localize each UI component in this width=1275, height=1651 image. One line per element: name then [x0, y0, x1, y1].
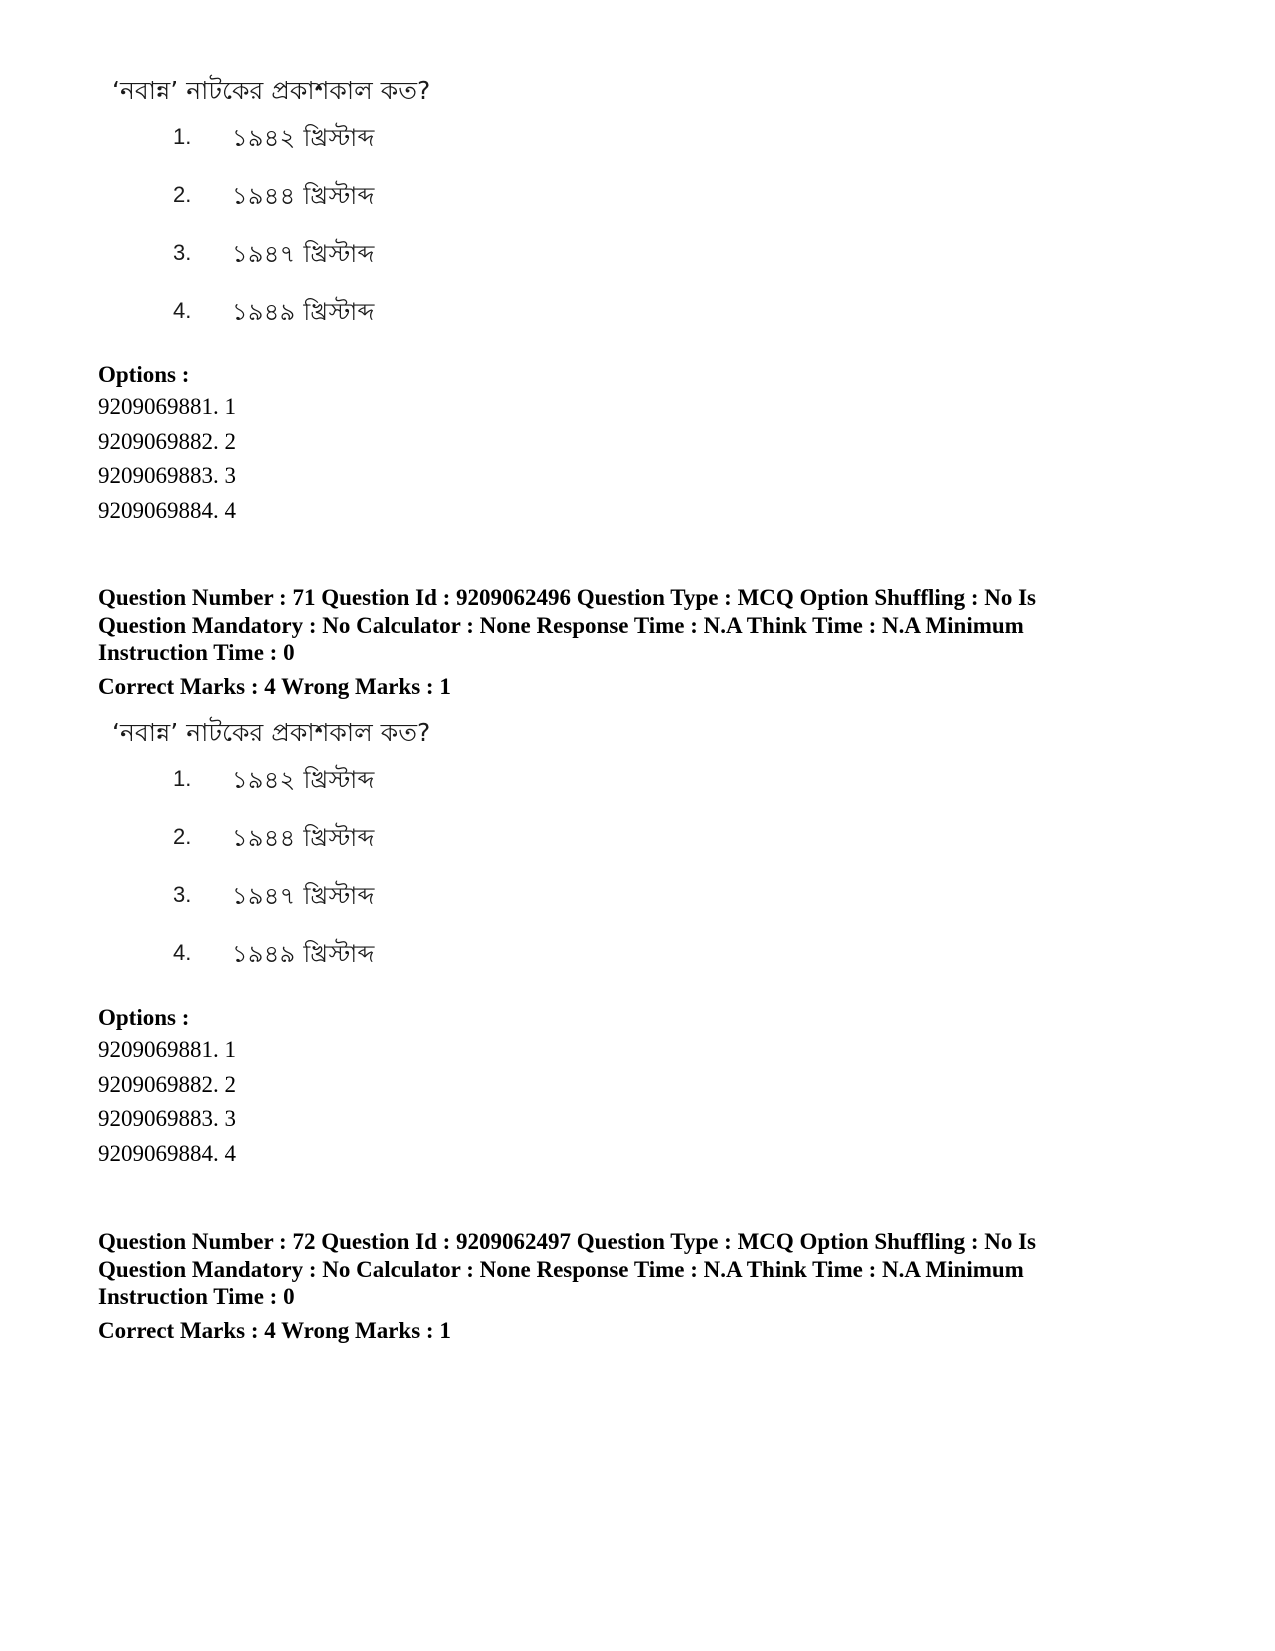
question-meta: [98, 584, 1188, 702]
option-text: ১৯৪৭ খ্রিস্টাব্দ: [232, 882, 375, 910]
question-option: [110, 164, 570, 222]
question-option: [110, 748, 570, 806]
option-number: 3.: [173, 882, 192, 907]
option-number: 1.: [173, 124, 192, 149]
marks-line: Correct Marks : 4 Wrong Marks : 1: [98, 673, 451, 699]
option-id-line: 9209069882. 2: [98, 428, 236, 454]
meta-line: Question Number : 72 Question Id : 9209062497 Question Type : MCQ Option Shuffling : No Is: [98, 1229, 1037, 1254]
options-heading: Options :: [98, 362, 190, 387]
meta-line: Instruction Time : 0: [98, 1284, 295, 1309]
question-stem: ‘নবান্ন’ নাটকের প্রকাশকাল কত?: [112, 718, 431, 747]
option-text: ১৯৪৭ খ্রিস্টাব্দ: [232, 240, 375, 268]
meta-line: Question Mandatory : No Calculator : None Response Time : N.A Think Time : N.A Minimum: [98, 612, 1024, 638]
option-number: 2.: [173, 182, 192, 207]
option-number: 1.: [173, 766, 192, 791]
question-image: [110, 718, 570, 980]
option-text: ১৯৪২ খ্রিস্টাব্দ: [232, 766, 375, 794]
option-text: ১৯৪৯ খ্রিস্টাব্দ: [232, 940, 375, 968]
question-option: [110, 864, 570, 922]
options-list: [98, 1003, 1188, 1171]
option-text: ১৯৪৪ খ্রিস্টাব্দ: [232, 824, 375, 852]
question-stem: ‘নবান্ন’ নাটকের প্রকাশকাল কত?: [112, 76, 431, 105]
option-text: ১৯৪৪ খ্রিস্টাব্দ: [232, 182, 375, 210]
option-id-line: 9209069881. 1: [98, 394, 236, 419]
option-number: 4.: [173, 298, 192, 323]
option-id-line: 9209069881. 1: [98, 1037, 236, 1062]
meta-line: Instruction Time : 0: [98, 640, 295, 665]
option-id-line: 9209069882. 2: [98, 1071, 236, 1097]
question-option: [110, 222, 570, 280]
option-number: 4.: [173, 940, 192, 965]
question-image: [110, 76, 570, 338]
option-number: 2.: [173, 824, 192, 849]
option-id-line: 9209069884. 4: [98, 497, 236, 523]
question-meta: [98, 1228, 1188, 1346]
question-option: [110, 806, 570, 864]
meta-line: Question Mandatory : No Calculator : None Response Time : N.A Think Time : N.A Minimum: [98, 1256, 1024, 1282]
option-number: 3.: [173, 240, 192, 265]
options-heading: Options :: [98, 1005, 190, 1030]
question-option: [110, 280, 570, 338]
option-text: ১৯৪২ খ্রিস্টাব্দ: [232, 124, 375, 152]
marks-line: Correct Marks : 4 Wrong Marks : 1: [98, 1317, 451, 1343]
meta-line: Question Number : 71 Question Id : 9209062496 Question Type : MCQ Option Shuffling : No Is: [98, 585, 1037, 610]
option-id-line: 9209069884. 4: [98, 1140, 236, 1166]
option-id-line: 9209069883. 3: [98, 463, 236, 488]
question-option: [110, 922, 570, 980]
option-id-line: 9209069883. 3: [98, 1106, 236, 1131]
question-option: [110, 106, 570, 164]
option-text: ১৯৪৯ খ্রিস্টাব্দ: [232, 298, 375, 326]
options-list: [98, 360, 1188, 528]
